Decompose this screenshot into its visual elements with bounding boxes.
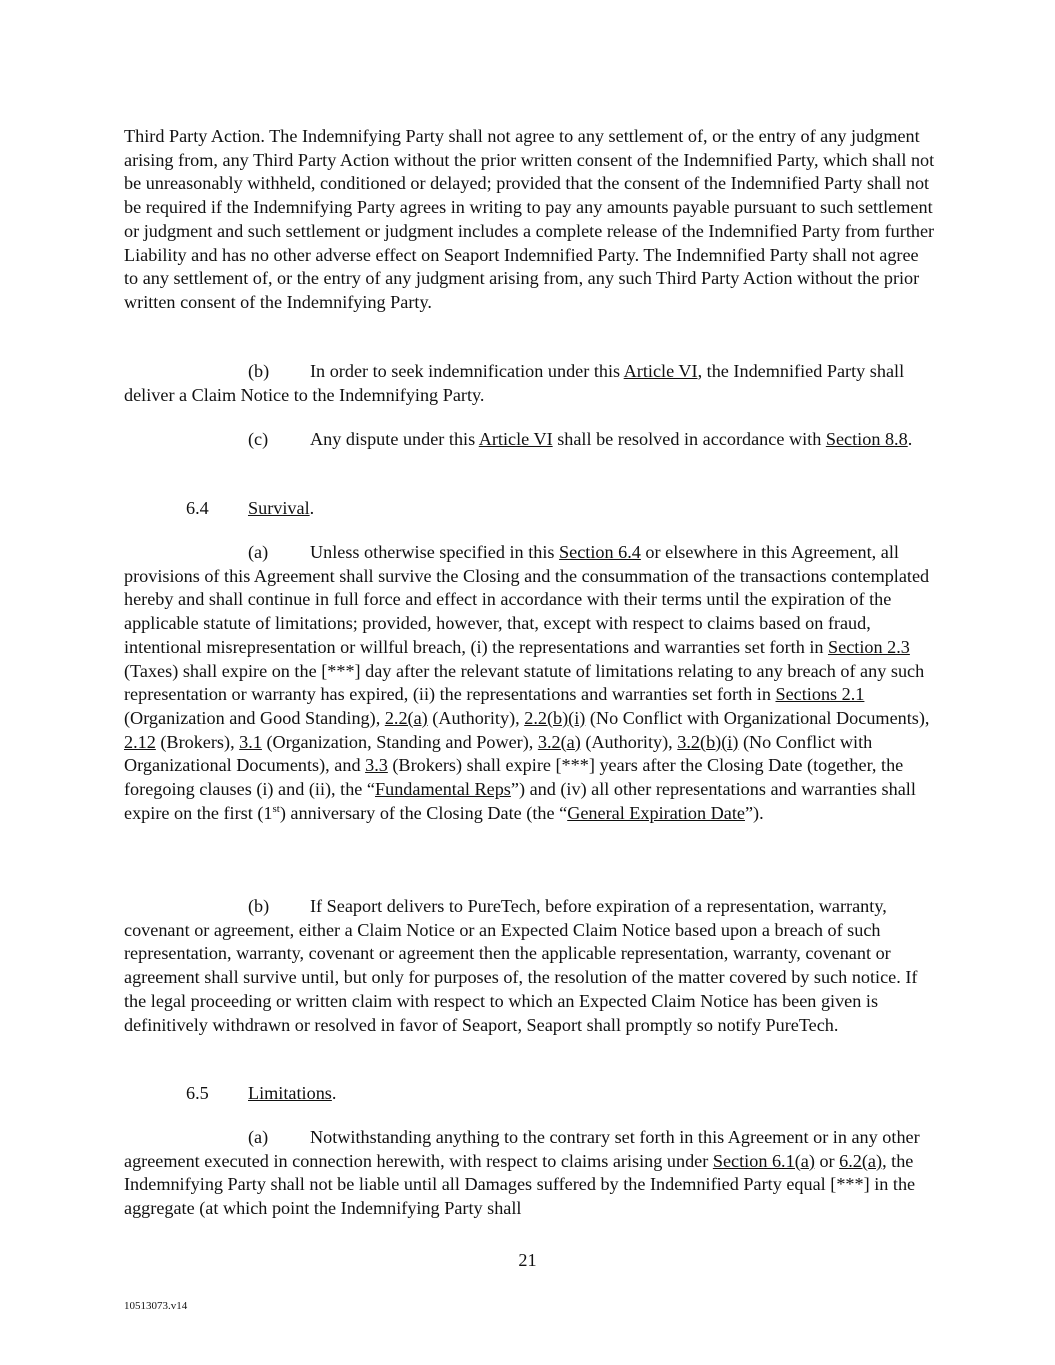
- clause-label: (b): [248, 361, 270, 381]
- section-reference-link: 2.2(b)(i): [524, 707, 586, 728]
- article-reference-link: Article VI: [478, 429, 553, 449]
- section-reference-link: 3.2(b)(i): [677, 731, 739, 752]
- paragraph-6-4-a: (a) Unless otherwise specified in this Section 6.4 or elsewhere in this Agreement, all provisions of this Agreement shall survive the Closing and the consummation of the transactions contemplated hereby and shall continue in full force and effect in accordance with their terms until the expiration of the applicable statute of limitations; provided, however, that, except with respect to claims based on fraud, intentional misrepresentation or willful breach, (i) the representations and warranties set forth in Section 2.3 (Taxes) shall expire on the [***] day after the relevant statute of limitations relating to any breach of any such representation or warranty has expired, (ii) the representations and warranties set forth in Sections 2.1 (Organization and Good Standing), 2.2(a) (Authority), 2.2(b)(i) (No Conflict with Organizational Documents), 2.12 (Brokers), 3.1 (Organization, Standing and Power), 3.2(a) (Authority), 3.2(b)(i) (No Conflict with Organizational Documents), and 3.3 (Brokers) shall expire [***] years after the Closing Date (together, the foregoing clauses (i) and (ii), the “Fundamental Reps”) and (iv) all other representations and warranties shall expire on the first (1st) anniversary of the Closing Date (the “General Expiration Date”).: [124, 542, 930, 823]
- page-number: 21: [518, 1250, 537, 1270]
- paragraph-6-4-b: (b) If Seaport delivers to PureTech, before expiration of a representation, warranty, covenant or agreement, either a Claim Notice or an Expected Claim Notice based upon a breach of such representation, warranty, covenant or agreement then the applicable representation, warranty, covenant or agreement shall survive until, but only for purposes of, the resolution of the matter covered by such notice. If the legal proceeding or written claim with respect to which an Expected Claim Notice has been given is definitively withdrawn or resolved in favor of Seaport, Seaport shall promptly so notify PureTech.: [124, 896, 918, 1035]
- paragraph-6-3-c: (c) Any dispute under this Article VI shall be resolved in accordance with Section 8.8.: [124, 428, 936, 452]
- document-id: 10513073.v14: [124, 1300, 188, 1312]
- clause-label: (b): [248, 896, 270, 916]
- section-reference-link: 3.3: [365, 755, 388, 776]
- section-title: Survival: [248, 498, 310, 518]
- section-title: Limitations: [248, 1083, 332, 1103]
- article-reference-link: Article VI: [623, 361, 698, 381]
- section-heading-6-4: 6.4 Survival.: [186, 497, 314, 521]
- section-reference-link: Sections 2.1: [775, 684, 865, 705]
- paragraph-6-5-a: (a) Notwithstanding anything to the contrary set forth in this Agreement or in any other agreement executed in connection herewith, with respect to claims arising under Section 6.1(a) or 6.2(a), the Indemnifying Party shall not be liable until all Damages suffered by the Indemnified Party equal [***] in the aggregate (at which point the Indemnifying Party shall: [124, 1127, 920, 1219]
- section-reference-link: 3.1: [239, 731, 262, 752]
- section-reference-link: Section 6.1(a): [712, 1150, 815, 1171]
- section-reference-link: 3.2(a): [537, 731, 581, 752]
- clause-label: (c): [248, 429, 269, 449]
- section-reference-link: Section 8.8: [825, 429, 908, 449]
- defined-term: General Expiration Date: [567, 802, 745, 823]
- section-reference-link: Section 2.3: [828, 636, 910, 657]
- section-number: 6.5: [186, 1083, 209, 1103]
- section-reference-link: 2.12: [124, 731, 156, 752]
- clause-label: (a): [248, 1127, 269, 1147]
- section-reference-link: Section 6.4: [559, 542, 641, 562]
- paragraph-6-3-b: (b) In order to seek indemnification under this Article VI, the Indemnified Party shall deliver a Claim Notice to the Indemnifying Party.: [124, 361, 905, 405]
- section-reference-link: 6.2(a): [839, 1150, 883, 1171]
- section-heading-6-5: 6.5 Limitations.: [186, 1082, 336, 1106]
- section-number: 6.4: [186, 498, 209, 518]
- defined-term: Fundamental Reps: [375, 779, 511, 800]
- clause-label: (a): [248, 542, 269, 562]
- section-reference-link: 2.2(a): [384, 707, 428, 728]
- ordinal-superscript: st: [272, 802, 280, 815]
- paragraph-third-party-action: Third Party Action. The Indemnifying Party shall not agree to any settlement of, or the entry of any judgment arising from, any Third Party Action without the prior written consent of the Indemnified Party, which shall not be unreasonably withheld, conditioned or delayed; provided that the consent of the Indemnified Party shall not be required if the Indemnifying Party agrees in writing to pay any amounts payable pursuant to such settlement or judgment and such settlement or judgment includes a complete release of the Indemnified Party from further Liability and has no other adverse effect on Seaport Indemnified Party. The Indemnified Party shall not agree to any settlement of, or the entry of any judgment arising from, any such Third Party Action without the prior written consent of the Indemnifying Party.: [124, 126, 935, 312]
